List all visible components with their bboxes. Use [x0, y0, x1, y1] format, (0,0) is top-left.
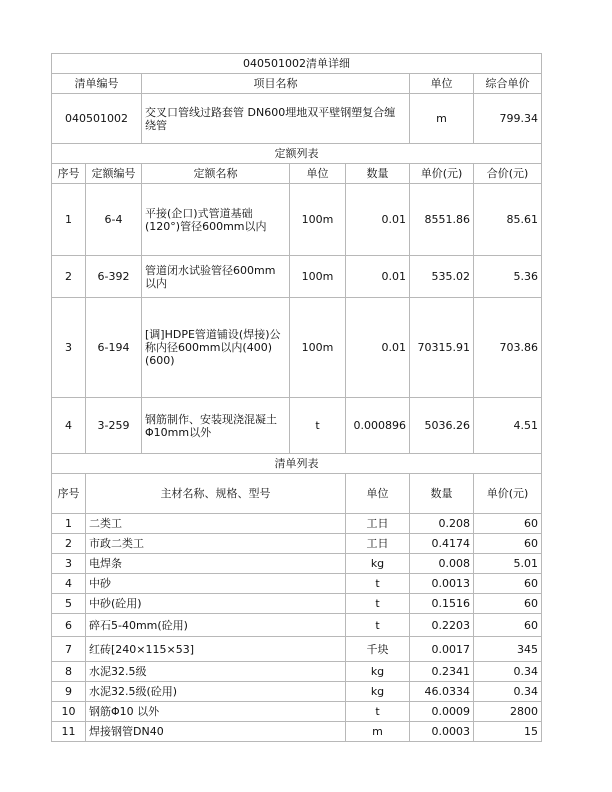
header-unit: 单位: [410, 74, 474, 94]
quota-unit-price: 8551.86: [410, 184, 474, 256]
material-row: [52, 662, 542, 682]
material-unit: m: [346, 722, 410, 742]
header-composite-price: 综合单价: [474, 74, 542, 94]
material-seq: 8: [52, 662, 86, 682]
material-unit-price: 0.34: [474, 682, 542, 702]
material-seq: 7: [52, 637, 86, 662]
material-qty: 0.1516: [410, 594, 474, 614]
material-qty: 0.0009: [410, 702, 474, 722]
material-unit-price: 15: [474, 722, 542, 742]
material-unit: kg: [346, 554, 410, 574]
quota-header-row: [52, 164, 542, 184]
material-name: 中砂(砼用): [86, 594, 346, 614]
quota-code: 6-4: [86, 184, 142, 256]
material-section-title: 清单列表: [52, 454, 542, 474]
material-name: 水泥32.5级: [86, 662, 346, 682]
material-row: [52, 514, 542, 534]
quota-header-unit-price: 单价(元): [410, 164, 474, 184]
quota-row: [52, 298, 542, 398]
material-seq: 2: [52, 534, 86, 554]
header-project-name: 项目名称: [142, 74, 410, 94]
material-qty: 0.008: [410, 554, 474, 574]
material-seq: 3: [52, 554, 86, 574]
quota-name: [调]HDPE管道铺设(焊接)公称内径600mm以内(400)(600): [142, 298, 290, 398]
quota-unit-price: 535.02: [410, 256, 474, 298]
material-header-row: [52, 474, 542, 514]
material-unit: t: [346, 614, 410, 637]
material-unit-price: 60: [474, 574, 542, 594]
material-row: [52, 534, 542, 554]
quota-unit: 100m: [290, 298, 346, 398]
material-name: 红砖[240×115×53]: [86, 637, 346, 662]
quota-name: 钢筋制作、安装现浇混凝土Φ10mm以外: [142, 398, 290, 454]
quota-header-total: 合价(元): [474, 164, 542, 184]
quota-qty: 0.01: [346, 184, 410, 256]
material-seq: 10: [52, 702, 86, 722]
material-seq: 5: [52, 594, 86, 614]
quota-unit: 100m: [290, 256, 346, 298]
material-unit: t: [346, 702, 410, 722]
material-unit-price: 60: [474, 594, 542, 614]
material-row: [52, 682, 542, 702]
list-item-row: [52, 94, 542, 144]
material-name: 二类工: [86, 514, 346, 534]
list-item-name: 交叉口管线过路套管 DN600埋地双平壁钢塑复合缠绕管: [142, 94, 410, 144]
material-row: [52, 574, 542, 594]
material-header-qty: 数量: [410, 474, 474, 514]
material-seq: 1: [52, 514, 86, 534]
material-header-name: 主材名称、规格、型号: [86, 474, 346, 514]
material-row: [52, 702, 542, 722]
material-header-unit-price: 单价(元): [474, 474, 542, 514]
quota-name: 管道闭水试验管径600mm以内: [142, 256, 290, 298]
quota-section-row: [52, 144, 542, 164]
material-seq: 6: [52, 614, 86, 637]
quota-unit-price: 5036.26: [410, 398, 474, 454]
material-unit-price: 60: [474, 614, 542, 637]
quota-header-seq: 序号: [52, 164, 86, 184]
material-row: [52, 722, 542, 742]
material-name: 钢筋Φ10 以外: [86, 702, 346, 722]
material-name: 电焊条: [86, 554, 346, 574]
material-unit-price: 60: [474, 534, 542, 554]
quota-seq: 1: [52, 184, 86, 256]
material-unit-price: 5.01: [474, 554, 542, 574]
quota-unit: t: [290, 398, 346, 454]
material-seq: 11: [52, 722, 86, 742]
material-qty: 0.2203: [410, 614, 474, 637]
quota-row: [52, 184, 542, 256]
quota-total: 85.61: [474, 184, 542, 256]
material-unit-price: 345: [474, 637, 542, 662]
material-name: 碎石5-40mm(砼用): [86, 614, 346, 637]
material-unit: kg: [346, 682, 410, 702]
quota-header-code: 定额编号: [86, 164, 142, 184]
material-row: [52, 594, 542, 614]
quota-total: 4.51: [474, 398, 542, 454]
material-unit: 千块: [346, 637, 410, 662]
material-qty: 0.2341: [410, 662, 474, 682]
material-header-seq: 序号: [52, 474, 86, 514]
list-item-unit: m: [410, 94, 474, 144]
material-name: 焊接钢管DN40: [86, 722, 346, 742]
quota-header-name: 定额名称: [142, 164, 290, 184]
material-unit-price: 2800: [474, 702, 542, 722]
title-row: [52, 54, 542, 74]
quota-name: 平接(企口)式管道基础(120°)管径600mm以内: [142, 184, 290, 256]
material-row: [52, 614, 542, 637]
quota-qty: 0.000896: [346, 398, 410, 454]
material-qty: 0.0003: [410, 722, 474, 742]
header-list-code: 清单编号: [52, 74, 142, 94]
material-name: 中砂: [86, 574, 346, 594]
quota-qty: 0.01: [346, 298, 410, 398]
material-header-unit: 单位: [346, 474, 410, 514]
material-row: [52, 637, 542, 662]
material-qty: 46.0334: [410, 682, 474, 702]
quota-seq: 2: [52, 256, 86, 298]
material-seq: 4: [52, 574, 86, 594]
list-header-row: [52, 74, 542, 94]
quota-row: [52, 256, 542, 298]
quota-total: 703.86: [474, 298, 542, 398]
sheet-title: 040501002清单详细: [52, 54, 542, 74]
material-name: 市政二类工: [86, 534, 346, 554]
material-unit: t: [346, 594, 410, 614]
material-qty: 0.0017: [410, 637, 474, 662]
quota-code: 6-194: [86, 298, 142, 398]
material-name: 水泥32.5级(砼用): [86, 682, 346, 702]
list-item-price: 799.34: [474, 94, 542, 144]
material-section-row: [52, 454, 542, 474]
material-qty: 0.0013: [410, 574, 474, 594]
material-unit: t: [346, 574, 410, 594]
quota-unit-price: 70315.91: [410, 298, 474, 398]
material-unit-price: 60: [474, 514, 542, 534]
material-seq: 9: [52, 682, 86, 702]
material-unit: kg: [346, 662, 410, 682]
quota-unit: 100m: [290, 184, 346, 256]
quota-header-qty: 数量: [346, 164, 410, 184]
quota-code: 6-392: [86, 256, 142, 298]
quota-seq: 3: [52, 298, 86, 398]
quota-seq: 4: [52, 398, 86, 454]
material-unit-price: 0.34: [474, 662, 542, 682]
bill-detail-table: [51, 53, 542, 742]
quota-qty: 0.01: [346, 256, 410, 298]
quota-row: [52, 398, 542, 454]
quota-total: 5.36: [474, 256, 542, 298]
material-row: [52, 554, 542, 574]
list-item-code: 040501002: [52, 94, 142, 144]
quota-code: 3-259: [86, 398, 142, 454]
material-unit: 工日: [346, 534, 410, 554]
material-unit: 工日: [346, 514, 410, 534]
quota-section-title: 定额列表: [52, 144, 542, 164]
material-qty: 0.4174: [410, 534, 474, 554]
material-qty: 0.208: [410, 514, 474, 534]
quota-header-unit: 单位: [290, 164, 346, 184]
